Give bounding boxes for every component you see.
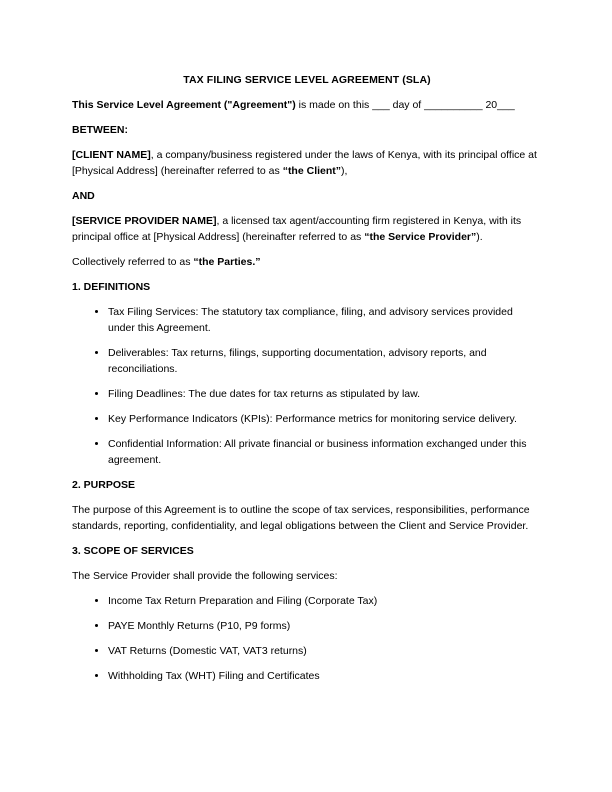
client-end: ),: [341, 165, 348, 177]
list-item: • VAT Returns (Domestic VAT, VAT3 returns): [108, 643, 542, 659]
list-item: • Withholding Tax (WHT) Filing and Certificates: [108, 668, 542, 684]
and-label: AND: [72, 190, 95, 202]
list-item: • Key Performance Indicators (KPIs): Performance metrics for monitoring service delivery.: [108, 411, 542, 427]
purpose-paragraph: The purpose of this Agreement is to outline the scope of tax services, responsibilities, performance standards, reporting, confidentiality, and legal obligations between the Client and Service Provider.: [72, 504, 530, 532]
list-item: • Deliverables: Tax returns, filings, supporting documentation, advisory reports, and reconciliations.: [108, 345, 542, 377]
client-name: [CLIENT NAME]: [72, 149, 151, 161]
scope-intro: The Service Provider shall provide the following services:: [72, 570, 338, 582]
client-paragraph: [72, 147, 542, 179]
definitions-heading: 1. DEFINITIONS: [72, 281, 151, 293]
purpose-heading: 2. PURPOSE: [72, 479, 136, 491]
collective-paragraph: [72, 254, 542, 270]
document-title: TAX FILING SERVICE LEVEL AGREEMENT (SLA): [183, 74, 431, 86]
collective-text: Collectively referred to as: [72, 256, 194, 268]
collective-term: “the Parties.”: [193, 256, 261, 268]
provider-name: [SERVICE PROVIDER NAME]: [72, 215, 217, 227]
list-item: • Filing Deadlines: The due dates for tax returns as stipulated by law.: [108, 386, 542, 402]
client-term: “the Client”: [282, 165, 342, 177]
list-item: • PAYE Monthly Returns (P10, P9 forms): [108, 618, 542, 634]
provider-paragraph: [72, 213, 542, 245]
list-item: • Tax Filing Services: The statutory tax compliance, filing, and advisory services provided under this Agreement.: [108, 304, 542, 336]
between-label: BETWEEN:: [72, 124, 128, 136]
definitions-list: [72, 304, 542, 468]
client-text: , a company/business registered under the laws of Kenya, with its principal office at [Physical Address] (hereinafter referred to as: [72, 149, 537, 177]
intro-bold: This Service Level Agreement ("Agreement"): [72, 99, 296, 111]
scope-heading: 3. SCOPE OF SERVICES: [72, 545, 194, 557]
list-item: • Income Tax Return Preparation and Filing (Corporate Tax): [108, 593, 542, 609]
list-item: • Confidential Information: All private financial or business information exchanged under this agreement.: [108, 436, 542, 468]
provider-text: , a licensed tax agent/accounting firm registered in Kenya, with its principal office at [Physical Address] (hereinafter referred to as: [72, 215, 522, 243]
intro-paragraph: [72, 97, 542, 113]
provider-end: ).: [476, 231, 483, 243]
scope-list: [72, 593, 542, 684]
provider-term: “the Service Provider”: [364, 231, 477, 243]
intro-text: is made on this ___ day of __________ 20___: [295, 99, 515, 111]
document-body: [72, 72, 542, 693]
